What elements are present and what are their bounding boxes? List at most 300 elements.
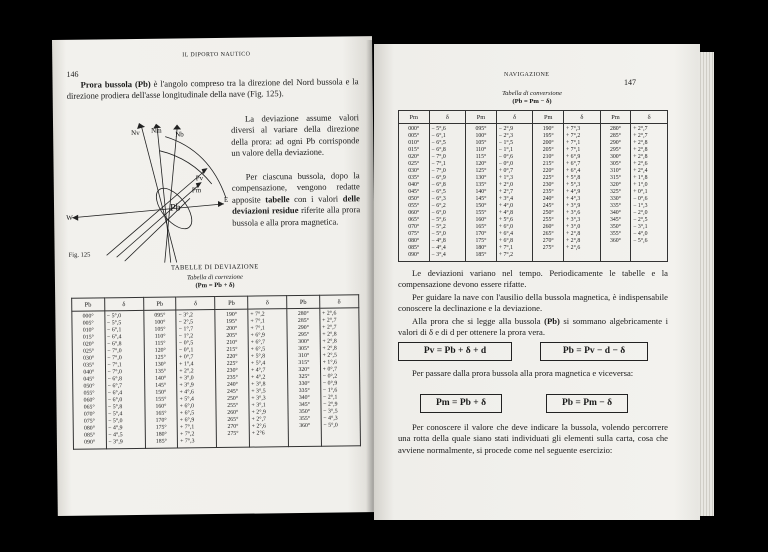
table-cell: − 6°,4 — [107, 334, 122, 341]
table-cell: + 7°,1 — [565, 147, 581, 153]
table-cell: − 6°,0 — [431, 210, 446, 216]
table-cell: − 7°,1 — [431, 161, 446, 167]
table-cell: + 0°,7 — [322, 366, 338, 373]
table-cell: + 1°,3 — [498, 175, 514, 181]
table-cell: 010° — [82, 327, 94, 334]
correction-table-formula: (Pm = Pb + δ) — [195, 281, 235, 290]
correction-table-header-1: Pb — [72, 298, 105, 311]
conversion-table-column-8 — [631, 124, 668, 262]
table-cell: + 4°,0 — [498, 203, 514, 209]
table-cell: 090° — [84, 439, 96, 446]
correction-table-header-2: δ — [104, 297, 143, 310]
table-cell: 320° — [609, 182, 621, 188]
table-cell: 160° — [155, 403, 167, 410]
correction-table-column-5 — [215, 309, 249, 447]
tables-para-middle: con i valori — [289, 193, 343, 204]
table-cell: 115° — [154, 340, 166, 347]
table-cell: 075° — [83, 418, 95, 425]
table-cell: 325° — [298, 373, 310, 381]
table-cell: 255° — [227, 402, 239, 409]
table-cell: 090° — [408, 252, 420, 258]
intro-paragraph — [66, 76, 358, 102]
table-cell: 075° — [408, 231, 420, 237]
table-cell: − 4°,8 — [431, 238, 446, 244]
table-cell: + 6°,0 — [498, 224, 514, 230]
table-cell: 235° — [226, 374, 238, 381]
table-cell: 070° — [408, 224, 420, 230]
table-cell: + 6°,7 — [250, 339, 266, 346]
conversion-table-column-3 — [466, 124, 497, 262]
table-cell: + 7°,2 — [498, 252, 514, 258]
table-cell: 190° — [226, 311, 238, 318]
table-cell: − 7°,0 — [107, 355, 122, 362]
table-cell: + 2°,7 — [322, 317, 337, 324]
table-cell: + 2°,6 — [565, 245, 581, 251]
conversion-paragraph: Per passare dalla prora bussola alla prora magnetica e viceversa: — [412, 368, 634, 378]
table-cell: − 4°,3 — [323, 415, 338, 422]
term-prora-bussola: Prora bussola (Pb) — [80, 78, 151, 90]
label-nm: Nm — [151, 126, 162, 135]
table-cell: + 2°,7 — [633, 133, 648, 139]
table-cell: 360° — [609, 238, 621, 244]
table-cell: − 5°,5 — [106, 320, 122, 327]
table-cell: + 4°,9 — [565, 189, 581, 195]
table-cell: + 3°,9 — [179, 382, 194, 389]
table-cell: 305° — [609, 161, 621, 167]
table-cell: + 3°,1 — [251, 402, 266, 409]
table-cell: 005° — [408, 133, 420, 139]
table-cell: + 1°,8 — [633, 175, 648, 181]
conversion-table-column-1 — [399, 124, 430, 262]
table-cell: 255° — [542, 217, 554, 223]
table-cell: 270° — [542, 238, 554, 244]
formula-pb-from-pm: Pb = Pm − δ — [546, 394, 628, 413]
table-cell: + 2°,2 — [179, 368, 194, 375]
table-cell: 330° — [609, 196, 621, 202]
table-cell: + 0°,7 — [498, 168, 514, 174]
table-cell: + 2°,5 — [322, 352, 337, 359]
table-cell: + 3°,4 — [498, 196, 514, 202]
table-cell: + 2°,6 — [322, 310, 337, 317]
table-cell: + 3°,0 — [565, 224, 581, 230]
table-cell: + 2°,8 — [322, 331, 337, 338]
table-cell: + 3°,9 — [565, 203, 581, 209]
formula-pv: Pv = Pb + δ + d — [398, 342, 512, 361]
table-cell: 220° — [226, 353, 238, 360]
tables-para-before: Per ciascuna bussola, dopo la compensazione, vengono redatte apposite — [231, 170, 360, 205]
table-cell: 125° — [475, 168, 487, 174]
correction-table-column-4 — [176, 310, 217, 448]
table-cell: − 3°,4 — [431, 252, 446, 258]
table-cell: 345° — [298, 401, 310, 409]
table-cell: 245° — [542, 203, 554, 209]
table-cell: 155° — [475, 210, 487, 216]
exercise-intro-paragraph: Per conoscere il valore che deve indicare la bussola, volendo percorrere una rotta della quale siano stati individuati gli elementi sulla carta, cosa che avviene normalmente, si procede come nel seguente esercizio: — [398, 422, 668, 455]
table-cell: 280° — [609, 126, 621, 132]
table-cell: − 6°,1 — [107, 327, 122, 334]
table-cell: 155° — [155, 396, 167, 403]
conversion-table-header-4: δ — [496, 111, 533, 124]
table-cell: 085° — [84, 432, 96, 439]
guidance-paragraph: Per guidare la nave con l'ausilio della bussola magnetica, è indispensabile conoscere la declinazione e la deviazione. — [398, 292, 668, 314]
table-cell: 130° — [154, 361, 167, 368]
table-cell: − 7°,0 — [431, 168, 446, 174]
table-cell: 195° — [542, 133, 554, 139]
table-cell: + 5°,3 — [565, 182, 581, 188]
table-cell: 295° — [298, 331, 310, 339]
table-cell: + 7°,2 — [565, 133, 581, 139]
table-cell: 280° — [297, 310, 309, 318]
table-cell: 195° — [226, 318, 238, 325]
sum-para-bold: (Pb) — [544, 316, 560, 326]
pb-line — [124, 198, 191, 261]
table-cell: + 2°,7 — [251, 416, 266, 423]
table-cell: 210° — [542, 154, 554, 160]
table-cell: − 5°,0 — [323, 422, 338, 429]
table-cell: − 2°,3 — [498, 133, 514, 139]
correction-table-column-1 — [72, 311, 106, 449]
table-cell: + 6°,8 — [498, 238, 514, 244]
table-cell: 020° — [408, 154, 420, 160]
table-cell: 105° — [475, 140, 487, 146]
table-cell: + 4°,7 — [251, 367, 266, 374]
conversion-table-header-7: Pm — [600, 111, 631, 124]
conversion-table — [398, 110, 668, 262]
conversion-table-subtitle: Tabella di conversione — [502, 90, 562, 97]
table-cell: 340° — [609, 210, 621, 216]
table-cell: − 2°,0 — [633, 210, 648, 216]
table-cell: 315° — [609, 175, 621, 181]
table-cell: 295° — [609, 147, 621, 153]
table-cell: − 1°,3 — [633, 203, 648, 209]
table-cell: + 2°,7 — [633, 126, 648, 132]
table-cell: 095° — [154, 312, 166, 319]
table-cell: 110° — [154, 333, 166, 340]
table-cell: 170° — [475, 231, 487, 237]
table-cell: 120° — [154, 347, 166, 354]
table-cell: 145° — [475, 196, 487, 202]
table-cell: 325° — [609, 189, 621, 195]
figure-125-compass-diagram — [65, 114, 233, 266]
table-cell: 020° — [82, 341, 95, 348]
correction-table-header-6: δ — [248, 296, 287, 309]
table-cell: + 6°,7 — [565, 161, 581, 167]
running-head-left: IL DIPORTO NAUTICO — [182, 51, 251, 59]
table-cell: 035° — [408, 175, 420, 181]
table-cell: + 7°,1 — [498, 245, 514, 251]
table-cell: + 1°,4 — [179, 361, 194, 368]
table-cell: − 1°,2 — [178, 333, 194, 340]
table-cell: − 5°,6 — [633, 238, 648, 244]
table-cell: 140° — [475, 189, 487, 195]
table-cell: + 5°,8 — [250, 353, 266, 360]
variation-paragraph: Le deviazioni variano nel tempo. Periodicamente le tabelle e la compensazione devono essere rifatte. — [398, 268, 668, 290]
table-cell: + 1°,6 — [322, 359, 338, 366]
east-west-line — [72, 204, 224, 218]
table-cell: − 1°,7 — [178, 326, 194, 333]
table-cell: + 2°,6 — [633, 161, 648, 167]
table-cell: 350° — [298, 408, 311, 416]
table-cell: − 5°,0 — [431, 231, 446, 237]
table-cell: − 5°,6 — [431, 126, 446, 132]
table-cell: + 2°,8 — [322, 345, 337, 352]
table-cell: 125° — [154, 354, 166, 361]
table-cell: − 5°,0 — [106, 313, 122, 320]
table-cell: + 0°,7 — [179, 354, 194, 361]
conversion-table-column-4 — [496, 124, 533, 262]
table-cell: 270° — [227, 423, 239, 430]
table-cell: − 5°,2 — [431, 224, 446, 230]
table-cell: 030° — [408, 168, 420, 174]
table-cell: + 7°,3 — [180, 438, 195, 445]
table-cell: 200° — [226, 325, 238, 332]
table-cell: 085° — [408, 245, 420, 251]
table-cell: 275° — [542, 245, 554, 251]
table-cell: 040° — [83, 369, 95, 376]
table-cell: − 6°,5 — [431, 140, 446, 146]
table-cell: 225° — [542, 175, 554, 181]
right-page — [374, 44, 700, 520]
table-cell: + 2°,8 — [633, 154, 648, 160]
table-cell: − 3°,5 — [323, 408, 338, 415]
table-cell: − 2°,9 — [323, 401, 338, 408]
table-cell: + 5°,4 — [179, 396, 194, 403]
table-cell: 040° — [408, 182, 420, 188]
table-cell: − 6°,8 — [107, 341, 122, 348]
table-cell: − 4°,9 — [108, 425, 123, 432]
table-cell: − 0°,2 — [322, 373, 338, 380]
conversion-table-column-5 — [533, 124, 564, 262]
table-cell: − 6°,5 — [431, 189, 446, 195]
table-cell: 205° — [542, 147, 554, 153]
table-cell: + 6°,9 — [565, 154, 581, 160]
table-cell: 310° — [298, 352, 310, 360]
correction-table-header-4: δ — [176, 297, 215, 310]
conversion-table-body — [399, 124, 668, 262]
table-cell: 165° — [155, 410, 167, 417]
table-cell: 045° — [83, 376, 95, 383]
table-cell: 105° — [154, 326, 166, 333]
table-cell: − 5°,8 — [107, 404, 123, 411]
figure-caption: Fig. 125 — [68, 251, 91, 259]
table-cell: + 7°,2 — [180, 431, 195, 438]
table-cell: 015° — [408, 147, 420, 153]
conversion-table-header — [399, 111, 668, 124]
conversion-table-header-2: δ — [429, 111, 466, 124]
table-cell: 190° — [542, 126, 554, 132]
table-cell: 055° — [83, 390, 95, 397]
tables-para-after: riferite alla prora bussola e alla prora magnetica. — [232, 204, 361, 228]
tables-para-bold2: delle deviazioni residue — [232, 193, 361, 217]
label-e: E — [223, 195, 229, 204]
table-cell: 355° — [609, 231, 621, 237]
table-cell: 215° — [226, 346, 238, 353]
table-cell: 290° — [297, 324, 310, 332]
table-cell: + 6°,9 — [179, 417, 195, 424]
table-cell: 315° — [298, 359, 310, 367]
table-cell: + 2°,8 — [633, 147, 648, 153]
table-cell: 160° — [475, 217, 487, 223]
table-cell: 185° — [475, 252, 487, 258]
table-cell: − 4°,5 — [108, 432, 123, 439]
table-cell: 000° — [408, 126, 420, 132]
table-cell: 330° — [298, 380, 310, 388]
table-cell: + 2°,9 — [251, 409, 266, 416]
table-cell: − 0°,6 — [498, 154, 514, 160]
table-cell: 050° — [408, 196, 420, 202]
intro-text: è l'angolo compreso tra la direzione del Nord bussola e la direzione prodiera dell'asse longitudinale della nave (Fig. 125). — [66, 76, 359, 102]
table-cell: 240° — [542, 196, 554, 202]
correction-table-subtitle: Tabella di correzione — [186, 273, 243, 282]
table-cell: − 1°,6 — [323, 387, 338, 394]
table-cell: − 4°,0 — [633, 231, 648, 237]
table-cell: − 6°,7 — [107, 383, 123, 390]
correction-table — [71, 294, 361, 450]
table-cell: − 6°,8 — [107, 376, 123, 383]
table-cell: 180° — [475, 245, 487, 251]
table-cell: − 0°,6 — [633, 196, 648, 202]
table-cell: 055° — [408, 203, 420, 209]
table-cell: + 5°,4 — [250, 360, 266, 367]
table-cell: + 5°,6 — [498, 217, 514, 223]
table-cell: − 0°,0 — [498, 161, 514, 167]
page-block-edge — [698, 52, 714, 516]
table-cell: + 3°,6 — [565, 210, 581, 216]
table-cell: − 5°,4 — [108, 411, 123, 418]
table-cell: + 2°,7 — [322, 324, 337, 331]
table-cell: 100° — [154, 319, 166, 326]
conversion-table-column-2 — [429, 124, 466, 262]
table-cell: + 1°,0 — [633, 182, 648, 188]
table-cell: 235° — [542, 189, 554, 195]
table-cell: + 2°,8 — [633, 140, 648, 146]
table-cell: 080° — [83, 425, 96, 432]
label-pm: Pm — [191, 186, 202, 195]
table-cell: 010° — [408, 140, 420, 146]
table-cell: + 4°,3 — [565, 196, 581, 202]
table-cell: + 7°,2 — [250, 311, 265, 318]
table-cell: − 6°,4 — [107, 390, 123, 397]
table-cell: 015° — [82, 334, 94, 341]
page-number-right: 147 — [624, 78, 636, 87]
conversion-table-header-6: δ — [563, 111, 600, 124]
table-cell: 115° — [475, 154, 487, 160]
table-cell: 290° — [609, 140, 621, 146]
table-cell: + 6°,5 — [250, 346, 266, 353]
table-cell: 065° — [83, 404, 95, 411]
left-page — [52, 36, 378, 516]
table-cell: 350° — [609, 224, 621, 230]
table-cell: 185° — [155, 438, 167, 445]
correction-table-column-7 — [287, 308, 321, 446]
table-cell: − 6°,0 — [107, 397, 123, 404]
conversion-table-header-1: Pm — [399, 111, 430, 124]
table-cell: + 3°,5 — [251, 388, 266, 395]
sum-para-before: Alla prora che si legge alla bussola — [412, 316, 545, 326]
table-cell: − 0°,1 — [179, 347, 194, 354]
table-cell: 110° — [475, 147, 487, 153]
table-cell: 135° — [475, 182, 487, 188]
table-cell: 260° — [227, 409, 239, 416]
table-cell: − 6°,8 — [431, 182, 446, 188]
table-cell: 025° — [83, 348, 95, 355]
table-cell: + 3°,8 — [251, 381, 266, 388]
table-cell: − 1°,1 — [498, 147, 514, 153]
table-cell: + 2°6 — [251, 430, 265, 437]
page-number-left: 146 — [66, 69, 79, 79]
tables-para-bold1: tabelle — [265, 193, 290, 205]
table-cell: 285° — [297, 317, 309, 325]
tables-paragraph — [232, 170, 361, 229]
table-cell: + 2°,8 — [565, 238, 581, 244]
table-cell: 300° — [298, 338, 310, 346]
table-cell: 245° — [226, 388, 239, 395]
deviation-tables-title: TABELLE DI DEVIAZIONE — [170, 263, 259, 272]
table-cell: + 7°,1 — [565, 140, 581, 146]
pm-line — [116, 184, 201, 257]
formula-pm: Pm = Pb + δ — [420, 394, 502, 413]
table-cell: + 6°,4 — [565, 168, 581, 174]
table-cell: 230° — [226, 367, 238, 374]
table-cell: 205° — [226, 332, 238, 339]
table-cell: + 6°,0 — [179, 403, 195, 410]
table-cell: − 4°,4 — [431, 245, 446, 251]
correction-table-column-8 — [320, 308, 361, 446]
table-cell: 175° — [475, 238, 487, 244]
table-cell: + 2°,4 — [633, 168, 648, 174]
table-cell: + 7°,3 — [565, 126, 581, 132]
table-cell: 285° — [609, 133, 621, 139]
table-cell: − 3°,9 — [108, 439, 123, 446]
table-cell: − 0°,5 — [178, 340, 194, 347]
correction-table-header-3: Pb — [143, 297, 176, 310]
table-cell: + 7°,1 — [250, 318, 265, 325]
conversion-table-column-6 — [563, 124, 600, 262]
table-cell: 150° — [475, 203, 487, 209]
correction-table-column-3 — [144, 310, 178, 448]
table-cell: 065° — [408, 217, 420, 223]
table-cell: − 3°,1 — [633, 224, 648, 230]
table-cell: − 7°,1 — [107, 362, 122, 369]
label-pb: Pb — [169, 202, 181, 214]
table-cell: − 3°,2 — [178, 312, 193, 319]
table-cell: 070° — [83, 411, 95, 418]
table-cell: − 6°,9 — [431, 175, 446, 181]
table-cell: + 0°,1 — [633, 189, 648, 195]
table-cell: 005° — [82, 320, 94, 327]
table-cell: + 6°,9 — [250, 332, 265, 339]
table-cell: 200° — [542, 140, 554, 146]
label-nb: Nb — [175, 130, 184, 139]
table-cell: 165° — [475, 224, 487, 230]
table-cell: 275° — [227, 430, 239, 437]
table-cell: − 2°,5 — [633, 217, 648, 223]
table-cell: + 2°,6 — [251, 423, 267, 430]
table-cell: − 5°,6 — [431, 217, 446, 223]
table-cell: 265° — [227, 416, 239, 423]
label-pv: Pv — [195, 174, 204, 183]
table-cell: 080° — [408, 238, 420, 244]
table-cell: + 2°,8 — [565, 231, 581, 237]
table-cell: 340° — [298, 394, 310, 402]
table-cell: − 6°,8 — [431, 147, 446, 153]
conversion-table-formula: (Pb = Pm − δ) — [512, 98, 552, 105]
table-cell: − 2°,5 — [178, 319, 194, 326]
table-cell: − 7°,0 — [431, 154, 446, 160]
table-cell: 175° — [155, 424, 167, 431]
table-cell: 215° — [542, 161, 554, 167]
sum-paragraph — [398, 316, 668, 339]
